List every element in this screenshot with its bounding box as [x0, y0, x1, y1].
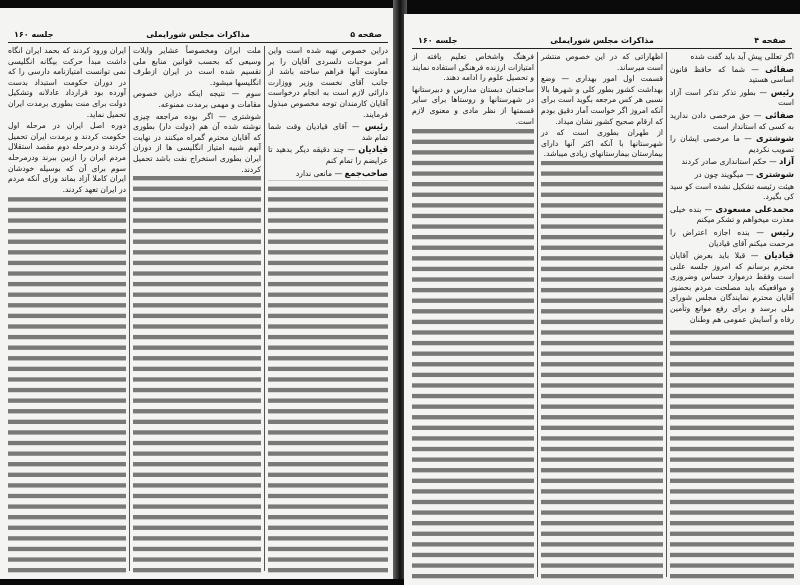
text-column: [133, 46, 261, 573]
paragraph: رئیس — بطور تذکر تذکر است آزاد است: [670, 87, 794, 110]
column-rule: [264, 46, 265, 571]
paragraph: ملت ایران ومخصوصاً عشایر وایلات وسیعی که بحسب قوانین منابع ملی تقسیم شده است در ایران ازطرف انگلیسها میشود.: [133, 46, 261, 89]
paragraph: دوره اصل ایران در مرحله اول حکومت کردند و برمدت ایران تحمیل کردند و درمرحله دوم مقصد استقلال مردم ایران را ازبین ببرند ودرمرحله سوم برای آن که بوسیله خودشان ایران کاملا آزاد بماند ورای آنکه مردم در ایران تعهد کردند.: [8, 121, 126, 196]
paragraph: دراین خصوص تهیه شده است واین امر موجبات دلسردی آقایان را بر معاونت آنها فراهم ساخته باشد از جانب آقای نخست وزیر ووزارت دارائی لازم است به انجام درخواست آقایان کارمندان توجه مخصوص مبذول فرمایند.: [268, 46, 388, 121]
column-rule: [666, 52, 667, 577]
paragraph: قسمت اول امور بهداری — وضع بهداشت کشور بطور کلی و شهرها بالا نسبی هر کس مرجعه بگوید است برای آنکه امروز اگر خواست آمار دقیق بودم که ارقام صحیح کشور نشان میداد.: [541, 74, 663, 128]
paragraph: آزاد — حکم استانداری صادر کردند: [670, 156, 794, 169]
speaker-name: شوشتری: [755, 168, 794, 179]
text-column: [670, 52, 794, 579]
paragraph: قیادیان — قبلا باید بعرض آقایان محترم برسانم که امروز جلسه علنی است وفقط درموارد حساس وضروری و مواقعیکه باید مصلحت مردم بحضور آقایان محترم نمایندگان مجلس شورای ملی برسد و برای رفع موانع وتأمین رفاه و آسایش عمومی هم وطنان: [670, 250, 794, 326]
speaker-name: قیادیان: [764, 250, 794, 261]
paragraph: فرهنگ واشخاص تعلیم یافته از امتیازات ارزنده فرهنگی استفاده نمایند و تحصیل علوم را ادامه دهند.: [412, 52, 534, 85]
speaker-name: صفائی: [765, 109, 794, 120]
paragraph: صفائی — حق مرخصی دادن ندارید به کسی که استاندار است: [670, 110, 794, 133]
speaker-name: صفائی: [765, 63, 794, 74]
text-column: [541, 52, 663, 579]
page-number: صفحه ۴: [754, 36, 786, 45]
speaker-name: قیادیان: [358, 144, 388, 155]
speaker-name: رئیس: [364, 121, 388, 132]
paragraph: رئیس — آقای قیادیان وقت شما تمام شد: [268, 121, 388, 144]
speaker-name: محمدعلی مسعودی: [715, 203, 794, 214]
publication-title: مذاکرات مجلس شورایملی: [146, 30, 250, 39]
paragraph: صاحب‌جمع — مانعی ندارد: [268, 168, 388, 181]
speaker-name: آزاد: [779, 156, 794, 167]
paragraph: ساختمان دبستان مدارس و دبیرستانها در شهرستانها و روستاها برای سایر قسمتها از نظر مادی و معنوی لازم است.: [412, 85, 534, 128]
text-column: [8, 46, 126, 573]
publication-title: مذاکرات مجلس شورایملی: [550, 36, 654, 45]
paragraph: اگر تعللی پیش آید باید گفت شده: [670, 52, 794, 64]
paragraph: اظهاراتی که در این خصوص منتشر است میرساند.: [541, 52, 663, 74]
paragraph: صفائی — شما که حافظ قانون اساسی هستید: [670, 64, 794, 87]
right-page: [404, 14, 800, 585]
column-rule: [129, 46, 130, 571]
paragraph: قیادیان — چند دقیقه دیگر بدهید تا عرایضم را تمام کنم: [268, 144, 388, 167]
text-column: [412, 52, 534, 579]
text-column: [268, 46, 388, 573]
paragraph: شوشتری — میگویند چون در: [670, 169, 794, 182]
left-page: [0, 8, 396, 579]
session-number: جلسه ۱۶۰: [418, 36, 458, 45]
paragraph: رئیس — بنده اجازه اعتراض را مرحمت میکنم آقای قیادیان: [670, 227, 794, 250]
speaker-name: رئیس: [770, 226, 794, 237]
paragraph: شوشتری — اگر بوده مراجعه چیزی نوشته شده آن هم (دولت دار) بطوری که آقایان محترم گمراه میکنند در نهایت آنهم شبیه امتیاز انگلیسی ها از دوران ایران بطوری استخراج نفت باشد تحمیل کردند.: [133, 112, 261, 177]
page-number: صفحه ۵: [350, 30, 382, 39]
speaker-name: شوشتری: [755, 133, 794, 144]
session-number: جلسه ۱۶۰: [14, 30, 54, 39]
paragraph: از طهران بطوری است که در شهرستانها با آنکه اکثر آنها دارای بیمارستان بیمارستانهای زیادی میباشد.: [541, 128, 663, 161]
page-header: [412, 36, 792, 49]
paragraph: شوشتری — ما مرخصی ایشان را تصویب نکردیم: [670, 133, 794, 156]
speaker-name: رئیس: [770, 86, 794, 97]
page-header: [8, 30, 388, 43]
paragraph: محمدعلی مسعودی — بنده خیلی معذرت میخواهم و تشکر میکنم: [670, 204, 794, 227]
column-rule: [537, 52, 538, 577]
paragraph: هیئت رئیسه تشکیل نشده است کو سید کی بگیرد.: [670, 182, 794, 204]
paragraph: سوم — نتیجه اینکه دراین خصوص مقامات و مهمی برمدت ممنوعه.: [133, 89, 261, 111]
paragraph: ایران ورود کردند که بحمد ایران انگاه داشت مبدأ حرکت بیگانه انگلیسی نمی توانست امتیازنامه دارسی را که در دوران حکومت استبداد بدست آورده بود قرارداد عادلانه وتشکیل دولت برای منت بطوری برمدت ایران تحمیل نماید.: [8, 46, 126, 121]
speaker-name: صاحب‌جمع: [344, 167, 388, 178]
